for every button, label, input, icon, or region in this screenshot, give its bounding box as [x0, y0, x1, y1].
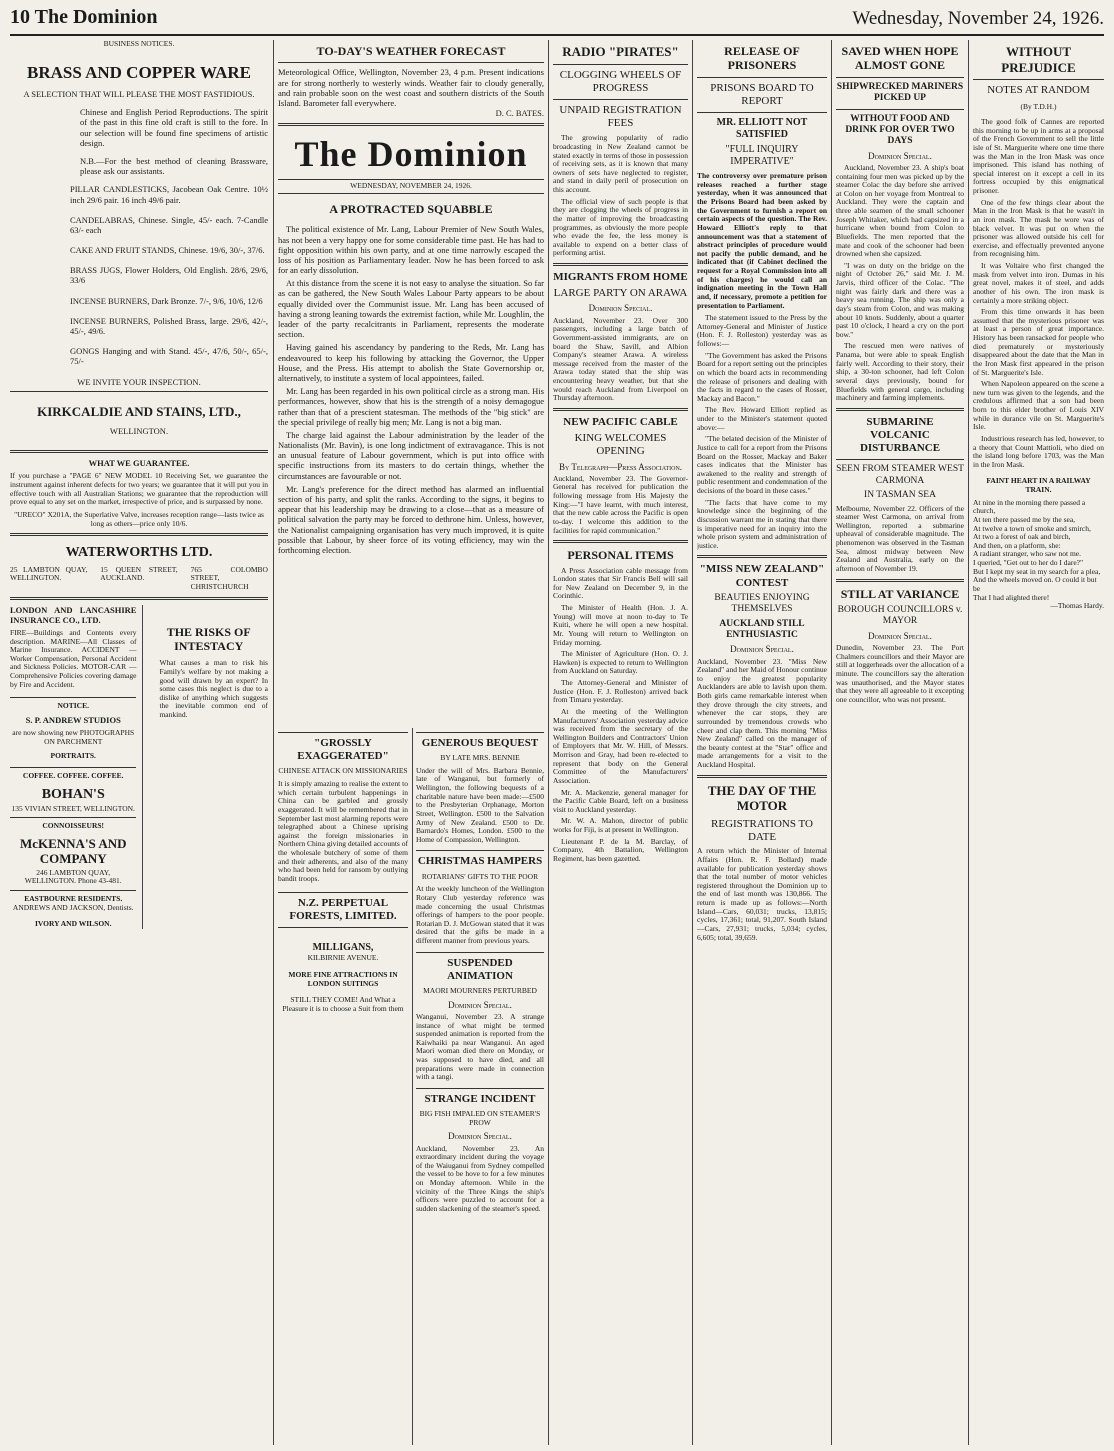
brass-item: BRASS JUGS, Flower Holders, Old English. 28/6, 29/6, 33/6 [70, 265, 268, 286]
volcanic-sub: SEEN FROM STEAMER WEST CARMONA [836, 464, 964, 486]
migrants-text: Auckland, November 23. Over 300 passengers, including a large batch of Government-assisted immigrants, are on board the Shaw, Savill, and Albion Company's steamer Arawa. A wireless message received from the master of the Arawa today stated that the ship was encountering heavy weather, but that she would reach Auckland from Liverpool on Thursday afternoon. [553, 315, 688, 403]
personal-item: The Attorney-General and Minister of Justice (Hon. F. J. Rolleston) arrived back from Timaru yesterday. [553, 678, 688, 705]
radio-paragraph: The official view of such people is that they are clogging the wheels of progress in the matter of improving the broadcasting programmes, as obviously the more people who evade the fee, the less money is available to expend on a better class of performing artist. [553, 196, 688, 258]
cable-byline: By Telegraph—Press Association. [558, 461, 683, 472]
gross-text: It is simply amazing to realise the extent to which certain turbulent happenings in China can be garbled and grossly exaggerated. It will be remembered that in September last most alarming reports were telegraphed about a Chinese uprising against the foreign missionaries in Northern China giving detailed accounts of the wholesale butchery of some of them and their adherents, and also of the many who had been held for ransom by outlying bandit troops. [278, 779, 408, 883]
suspended-byline: Dominion Special. [448, 999, 512, 1010]
radio-column [553, 40, 688, 1445]
rescue-sub1: SHIPWRECKED MARINERS PICKED UP [836, 81, 964, 104]
poem-line: And the wheels moved on. O could it but be [973, 575, 1097, 593]
rescue-sub2: WITHOUT FOOD AND DRINK FOR OVER TWO DAYS [845, 113, 955, 147]
personal-item: The Minister of Health (Hon. J. A. Young) will move at noon to-day to Te Kuiti, where he will open a new hospital. Mr. Young will return to Wellington on Friday morning. [553, 603, 688, 647]
mckenna-address: 246 LAMBTON QUAY, WELLINGTON. Phone 43-481. [24, 867, 122, 886]
prisoners-paragraph: "The belated decision of the Minister of Justice to call for a report from the Prisons Board on the Rosser, Mackay and Baker cases indicates that the Minister has awakened to the reality and strength of public resentment and condemnation of the decisions of the board in these cases." [697, 434, 827, 496]
page-date: Wednesday, November 24, 1926. [852, 8, 1104, 29]
motor-title: THE DAY OF THE MOTOR [707, 782, 817, 814]
contest-text: Auckland, November 23. "Miss New Zealand" and her Maid of Honour continue to enjoy the greatest popularity Aucklanders are able to lavish upon them. Both girls came remarkable interest when they drove through the city streets, and whenever the car stops, they are surrounded by tremendous crowds who cheer and clap them. This morning "Miss New Zealand" called on the manager of the beauty contest at the "Star" office and made arrangements for a visit to the Auckland Hospital. [697, 656, 827, 770]
weather-sign: D. C. BATES. [495, 108, 544, 119]
eastbourne-label: EASTBOURNE RESIDENTS. [24, 894, 123, 904]
suspended-text: Wanganui, November 23. A strange instance of what might be termed suspended animation is reported from the Kaiwhaiki pa near Wanganui. An aged Maori woman died there on Monday, or was supposed to have died, and all preparations were made in connection with a tangi. [416, 1011, 544, 1082]
variance-text: Dunedin, November 23. The Port Chalmers councillors and their Mayor are still at loggerheads over the allocation of a minute. The councillors say the alteration was unauthorised, and the Mayor states that they were all agreeable to it excepting one councillor, who was not present. [836, 643, 964, 704]
contest-sub: BEAUTIES ENJOYING THEMSELVES [714, 592, 810, 615]
notes-paragraph: One of the few things clear about the Man in the Iron Mask is that he wasn't in an iron mask. The mask he wore was of black velvet. It was put on when the prisoner was allowed outside his cell for exercise, and effectually prevented anyone from recognising him. [973, 197, 1104, 259]
migrants-byline: Dominion Special. [588, 303, 653, 314]
london-text: FIRE—Buildings and Contents every description. MARINE—All Classes of Marine Insurance. ACCIDENT — Worker Compensation, Personal Accident and Sickness Policies. MOTOR-CAR — Comprehensive Policies covering damage by Fire and Accident. [10, 627, 137, 689]
poem-line: A radiant stranger, who saw not me. [973, 549, 1082, 559]
contest-title: "MISS NEW ZEALAND" CONTEST [699, 563, 825, 589]
poem-line: But I kept my seat in my search for a plea, [973, 566, 1101, 576]
brass-title: BRASS AND COPPER WARE [26, 62, 252, 82]
brass-items [70, 184, 268, 366]
brass-subtitle: A SELECTION THAT WILL PLEASE THE MOST FASTIDIOUS. [23, 89, 255, 100]
poem [973, 499, 1104, 603]
prisoners-paragraph: The Rev. Howard Elliott replied as under to the Minister's statement quoted above:— [697, 405, 827, 432]
business-notices-label: BUSINESS NOTICES. [103, 40, 175, 48]
editorial-column [278, 40, 544, 721]
ww-address: 25 LAMBTON QUAY, WELLINGTON. [10, 564, 88, 583]
weather-text: Meteorological Office, Wellington, November 23, 4 p.m. Present indications are for strong northerly to westerly winds. Weather fair to cloudy generally, and rain probable soon on the west coast and southern districts of the South Island. Barometer fall everywhere. [278, 67, 544, 108]
brass-item: PILLAR CANDLESTICKS, Jacobean Oak Centre. 10½ inch 29/6 pair. 16 inch 49/6 pair. [70, 184, 268, 205]
ureco-text: "URECO" X201A, the Superlative Valve, increases reception range—lasts twice as long as others—price only 10/6. [14, 509, 264, 528]
editorial-paragraph: At this distance from the scene it is not easy to analyse the situation. So far as can be gathered, the New South Wales Labour Party appears to be about equally divided over the Communist issue. Mr. Lang has been accused of having a strong leaning towards the extremist faction, while Mr. Loughlin, the leader of the party recalcitrants in Parliament, represents the moderate section. [278, 278, 544, 340]
brass-item: INCENSE BURNERS, Polished Brass, large. 29/6, 42/-, 45/-, 49/6. [70, 315, 268, 337]
masthead: The Dominion [294, 134, 528, 175]
rescue-title: SAVED WHEN HOPE ALMOST GONE [841, 44, 959, 73]
lower-ads [10, 605, 268, 929]
milligans: MILLIGANS, [312, 941, 374, 953]
risks-text: What causes a man to risk his Family's welfare by not making a good will drawn by an expert? In some cases this neglect is due to a dislike of anything which suggests the inevitable common end of mankind. [159, 658, 268, 720]
gross-sub: CHINESE ATTACK ON MISSIONARIES [278, 766, 408, 776]
weather-title: TO-DAY'S WEATHER FORECAST [316, 44, 506, 58]
notes-paragraph: When Napoleon appeared on the scene a new turn was given to the legends, and the credulous affirmed that a son had been born to this elder brother of Louis XIV while in durance vile on St. Marguerite's Isle. [973, 379, 1104, 432]
editorial-paragraph: The political existence of Mr. Lang, Labour Premier of New South Wales, has not been a very happy one for some considerable time past. He has had to fight opposition within his own party, and at one time narrowly escaped the loss of his position as Parliamentary leader. Now he has been forced to ask for an early dissolution. [278, 224, 544, 276]
generous-sub: BY LATE MRS. BENNIE [440, 753, 520, 763]
brass-item: GONGS Hanging and with Stand. 45/-, 47/6, 50/-, 65/-, 75/- [70, 346, 268, 367]
migrants-title: MIGRANTS FROM HOME [553, 271, 688, 284]
prisoners-sub1: PRISONS BOARD TO REPORT [710, 81, 814, 107]
andrew-studios: S. P. ANDREW STUDIOS [25, 714, 121, 725]
prisoners-paragraph: "The Government has asked the Prisons Board for a report setting out the principles on which the board acts in recommending the release of prisoners and dealing with the facts in regard to the cases of Rosser, Mackay and Bacon." [697, 350, 827, 403]
still-they-come: STILL THEY COME! And What a Pleasure it is to choose a Suit from them [282, 995, 404, 1013]
prisoners-column [697, 40, 827, 1445]
radio-sub2: UNPAID REGISTRATION FEES [559, 103, 682, 130]
cable-sub: KING WELCOMES OPENING [574, 432, 667, 458]
waterworths-name: WATERWORTHS LTD. [65, 545, 213, 561]
poem-title: FAINT HEART IN A RAILWAY TRAIN. [986, 476, 1091, 494]
strange-sub: BIG FISH IMPALED ON STEAMER'S PROW [419, 1109, 541, 1127]
notes-paragraph: The good folk of Cannes are reported this morning to be up in arms at a proposal of the French Government to sell the little isle of St. Marguerite where one time there was the Man in the Iron Mask was once imprisoned. This island has nothing of special interest on it except a cell in its fortress occupied by this enigmatical prisoner. [973, 117, 1104, 195]
strange-title: STRANGE INCIDENT [424, 1092, 536, 1105]
prisoners-sub3: "FULL INQUIRY IMPERATIVE" [725, 144, 799, 168]
radio-paragraph: The growing popularity of radio broadcasting in New Zealand cannot be stated exactly in terms of those in possession of receiving sets, as it is known that many owners of sets have neglected to register, and stand in daily peril of prosecution on this account. [553, 133, 688, 195]
ads-column [10, 40, 268, 1445]
suspended-title: SUSPENDED ANIMATION [447, 956, 513, 982]
kirkcaldie-city: WELLINGTON. [109, 426, 169, 437]
prisoners-sub2: MR. ELLIOTT NOT SATISFIED [716, 117, 808, 141]
more-fine: MORE FINE ATTRACTIONS IN LONDON SUITINGS [288, 970, 398, 988]
editorial-paragraph: Mr. Lang's preference for the direct method has alarmed an influential section of his party, and split the ranks. According to the signs, it begins to appear that his leadership may be drawing to a close—that as a measure of political salvation the party may be forced to dethrone him. Unless, however, the Nationalist campaigning organisation has very much improved, it is quite possible that Labour, by sheer force of its voting efficiency, may win the forthcoming election. [278, 483, 544, 555]
volcanic-title: SUBMARINE VOLCANIC DISTURBANCE [859, 415, 941, 455]
christmas-title: CHRISTMAS HAMPERS [417, 855, 543, 868]
guarantee-title: WHAT WE GUARANTEE. [88, 458, 190, 469]
poem-line: At twelve a town of smoke and smirch, [973, 523, 1091, 533]
bohans-name: BOHAN'S [41, 786, 105, 802]
page-number-title: 10 The Dominion [10, 6, 158, 28]
personal-item: Mr. A. Mackenzie, general manager for the Pacific Cable Board, left on a business visit to Auckland yesterday. [553, 787, 688, 814]
poem-line: I queried, "Get out to her do I dare?" [973, 558, 1084, 567]
christmas-text: At the weekly luncheon of the Wellington Rotary Club yesterday reference was made concerning the usual Christmas offerings of hampers to the poor people. Rotarian D. J. McGowan stated that it was desired that the gifts be made in a different manner from previous years. [416, 884, 544, 945]
variance-sub: BOROUGH COUNCILLORS v. MAYOR [837, 604, 963, 627]
invite-text: WE INVITE YOUR INSPECTION. [77, 376, 201, 387]
volcanic-text: Melbourne, November 22. Officers of the steamer West Carmona, on arrival from Wellington, reported a submarine upheaval of considerable magnitude. The phenomenon was observed in the Tasman Sea, almost midway between New Zealand and Australia, early on the afternoon of November 19. [836, 503, 964, 573]
ww-address: 15 QUEEN STREET, AUCKLAND. [100, 564, 178, 583]
guarantee-text: If you purchase a "PAGE 6" NEW MODEL 10 Receiving Set, we guarantee the instrument against inherent defects for two years; we guarantee that it will put you in effective touch with all Australian Stations; we guarantee that the reproduction will prove equal to any set on the market, irrespective of price, and is surpassed by none. [10, 471, 268, 507]
connoisseurs-label: CONNOISSEURS! [42, 821, 105, 831]
migrants-sub: LARGE PARTY ON ARAWA [553, 287, 688, 300]
poem-line: That I had alighted there! [973, 592, 1050, 602]
london-insurance: LONDON AND LANCASHIRE INSURANCE CO., LTD. [10, 604, 137, 625]
milligans-address: KILBIRNIE AVENUE. [307, 953, 379, 963]
editorial-paragraph: Having gained his ascendancy by pandering to the Reds, Mr. Lang has endeavoured to keep his following by attacking the Governor, the Upper House, and the Press. His attempt to abolish the State Governorship or, alternatively, to institute a system of local appointees, failed. [278, 342, 544, 383]
christmas-sub: ROTARIANS' GIFTS TO THE POOR [421, 871, 539, 881]
volcanic-sub2: IN TASMAN SEA [864, 490, 936, 501]
gross-title: "GROSSLY EXAGGERATED" [297, 737, 389, 763]
notes-column [973, 40, 1104, 1445]
notes-byline: (By T.D.H.) [1020, 102, 1057, 112]
strange-byline: Dominion Special. [448, 1131, 512, 1142]
personal-item: The Minister of Agriculture (Hon. O. J. Hawken) is expected to return to Wellington from Auckland on Saturday. [553, 649, 688, 676]
lower-center-right [416, 728, 544, 1443]
notes-title: WITHOUT PREJUDICE [1001, 44, 1076, 75]
rescue-paragraph: The rescued men were natives of Panama, but were able to speak English fairly well. According to their story, their ship, a 30-ton schooner, had left Colon several days previously, bound for Bluefields with general cargo, including machinery and farming implements. [836, 341, 964, 403]
generous-title: GENEROUS BEQUEST [421, 737, 539, 749]
contest-sub2: AUCKLAND STILL ENTHUSIASTIC [719, 618, 805, 640]
motor-text: A return which the Minister of Internal Affairs (Hon. R. F. Bollard) made available for publication yesterday shows that the total number of motor vehicles registered throughout the Dominion up to the end of last month was 130,866. The return is made up as follows:—North Island—Cars, 60,031; trucks, 13,815; cycles, 17,361; total, 91,207. South Island—Cars, 27,931; trucks, 5,034; cycles, 6,605; total, 39,659. [697, 846, 827, 942]
rescue-byline: Dominion Special. [868, 150, 932, 161]
ivory-wilson: IVORY AND WILSON. [34, 919, 112, 929]
page-header [10, 4, 1104, 36]
variance-byline: Dominion Special. [868, 630, 932, 641]
poem-sign: —Thomas Hardy. [1050, 601, 1104, 611]
kirkcaldie-name: KIRKCALDIE AND STAINS, LTD., [37, 403, 241, 419]
prisoners-paragraph: The statement issued to the Press by the Attorney-General and Minister of Justice (Hon. F. J. Rolleston) yesterday was as follows:— [697, 313, 827, 349]
portraits-label: PORTRAITS. [50, 751, 96, 761]
notes-paragraph: From this time onwards it has been assumed that the mysterious prisoner was at least a person of great importance. History has been ransacked for people who died prematurely or mysteriously disappeared about the date that the Man in the Iron Mask first appeared in the prison of St. Marguerite's Isle. [973, 307, 1104, 377]
notes-sub: NOTES AT RANDOM [987, 84, 1090, 97]
personal-item: A Press Association cable message from London states that Sir Francis Bell will sail for New Zealand on December 9, in the Corinthic. [553, 565, 688, 601]
rescue-paragraph: Auckland, November 23. A ship's boat containing four men was picked up by the steamer Colac the day before she arrived at Colon on her voyage from Montreal to Auckland. They were the captain and three able seamen of the small schooner Joseph Whitaker, which had capsized in a hurricane when bound from Colon to Bluefields. The men reported that the mate and cook of the schooner had been drowned when she capsized. [836, 162, 964, 259]
mckenna-name: McKENNA'S AND COMPANY [19, 835, 127, 866]
poem-line: At two a forest of oak and birch, [973, 532, 1071, 542]
andrews-dentists: ANDREWS AND JACKSON, Dentists. [12, 902, 134, 912]
poem-line: At nine in the morning there passed a church, [973, 497, 1086, 516]
personal-title: PERSONAL ITEMS [567, 548, 674, 563]
poem-line: And then, on a platform, she: [973, 540, 1061, 550]
notes-paragraph: It was Voltaire who first changed the mask from velvet into iron. Dumas in his great novel, makes it of steel, and adds another of his own. The iron mask is certainly a more striking object. [973, 261, 1104, 305]
prisoners-paragraph: "The facts that have come to my knowledge since the beginning of the discussion warrant me in stating that there is imperative need for an inquiry into the whole prison system and administration of justice. [697, 497, 827, 550]
rescue-column [836, 40, 964, 1445]
brass-item: INCENSE BURNERS, Dark Bronze. 7/-, 9/6, 10/6, 12/6 [70, 295, 263, 306]
brass-item: CAKE AND FRUIT STANDS, Chinese. 19/6, 30/-, 37/6. [70, 245, 265, 256]
radio-title: RADIO "PIRATES" [562, 44, 679, 59]
lower-center-left [278, 728, 408, 1443]
personal-item: Lieutenant P. de la M. Barclay, of Company, 4th Battalion, Wellington Regiment, has been gazetted. [553, 836, 688, 863]
prisoners-title: RELEASE OF PRISONERS [724, 44, 800, 73]
andrew-sub: are now showing new PHOTOGRAPHS ON PARCHMENT [12, 728, 135, 746]
brass-nb: N.B.—For the best method of cleaning Brassware, please ask our assistants. [80, 155, 268, 177]
motor-sub: REGISTRATIONS TO DATE [711, 817, 813, 844]
generous-text: Under the will of Mrs. Barbara Bennie, late of Wanganui, but formerly of Wellington, the following bequests of a charitable nature have been made:—£500 to the Presbyterian Orphanage, Morton Street, Wellington. £500 to the Salvation Army of New Zealand. £500 to Dr. Barnardo's Homes, London. £500 to the Home of Compassion, Wellington. [416, 765, 544, 844]
editorial-paragraph: The charge laid against the Labour administration by the leader of the Nationalists (Mr. Bavin), is one long indictment of extravagance. This is not an unusual feature of Labour government, which is put into office with specific instructions from its masters to do certain things, whether the circumstances are favourable or not. [278, 429, 544, 481]
personal-item: At the meeting of the Wellington Manufacturers' Association yesterday advice was received from the secretary of the Wellington Builders and Contractors' Union of Employers that Mr. W. Hill, of Messrs. Morrison and Gray, had been re-elected to represent that body on the General Committee of the Manufacturers' Association. [553, 706, 688, 785]
suspended-sub: MAORI MOURNERS PERTURBED [423, 986, 537, 995]
personal-item: Mr. W. A. Mahon, director of public works for Fiji, is at present in Wellington. [553, 816, 688, 835]
perpetual-title: N.Z. PERPETUAL FORESTS, LIMITED. [289, 896, 397, 922]
notes-paragraph: Industrious research has led, however, to a theory that Count Mattioli, who died on the island long before 1703, was the Man in the Iron Mask. [973, 433, 1104, 469]
rescue-paragraph: "I was on duty on the bridge on the night of October 26," said Mr. J. M. Jarvis, third officer of the Colac. "The night was fairly dark and there was a heavy sea running. The ship was only a day's steam from Colon, and was making about 10 knots. Suddenly, about a quarter past 10 o'clock, I heard a cry on the port bow." [836, 260, 964, 339]
bohans-address: 135 VIVIAN STREET, WELLINGTON. [11, 803, 135, 813]
radio-sub1: CLOGGING WHEELS OF PROGRESS [559, 68, 682, 94]
masthead-date: WEDNESDAY, NOVEMBER 24, 1926. [278, 179, 544, 194]
cable-title: NEW PACIFIC CABLE [563, 415, 678, 428]
waterworths-addresses [10, 566, 268, 592]
cable-text: Auckland, November 23. The Governor-General has received for publication the following message from His Majesty the King:—"I have learnt, with much interest, that the new cable across the Pacific is open to-day. I welcome this addition to the facilities for rapid communication." [553, 473, 688, 535]
prisoners-lead: The controversy over premature prison releases reached a further stage yesterday, when it was announced that the Prisons Board had been asked by the Government to furnish a report on certain aspects of the question. The Rev. Howard Elliott's reply to that announcement was that a statement of abstract principles of procedure would not pacify the public demand, and he indicated that (if Cabinet declined the request for a Royal Commission into all of his charges) he would call an indignation meeting in the Town Hall and, if necessary, promote a petition for presentation to Parliament. [697, 171, 827, 310]
brass-item: CANDELABRAS, Chinese. Single, 45/- each. 7-Candle 63/- each [70, 214, 268, 235]
risks-title: THE RISKS OF INTESTACY [166, 624, 251, 653]
editorial-body [278, 224, 544, 555]
contest-byline: Dominion Special. [730, 644, 794, 655]
editorial-title: A PROTRACTED SQUABBLE [329, 201, 493, 216]
notice-label: NOTICE. [57, 701, 89, 711]
ww-address: 765 COLOMBO STREET, CHRISTCHURCH [190, 564, 268, 591]
brass-intro: Chinese and English Period Reproductions. The spirit of the past in this fine old craft is still to the fore. In our selection will be found fine specimens of artistic design. [80, 107, 268, 148]
strange-text: Auckland, November 23. An extraordinary incident during the voyage of the Waiuganui from Sydney compelled the vessel to be hove to for a few minutes on Monday afternoon. While in the vicinity of the Three Kings the ship's officers were puzzled to account for a sudden slackening of the steamer's speed. [416, 1143, 544, 1213]
coffee-label: COFFEE. COFFEE. COFFEE. [22, 770, 124, 780]
editorial-paragraph: Mr. Lang has been regarded in his own political circle as a strong man. His performances, however, show that his is the strength of a noisy demagogue rather than that of a prescient statesman. The methods of the "big stick" are the special privilege of really big men; Mr. Lang is not a big man. [278, 386, 544, 427]
variance-title: STILL AT VARIANCE [840, 586, 960, 601]
poem-line: At ten there passed me by the sea, [973, 514, 1076, 524]
